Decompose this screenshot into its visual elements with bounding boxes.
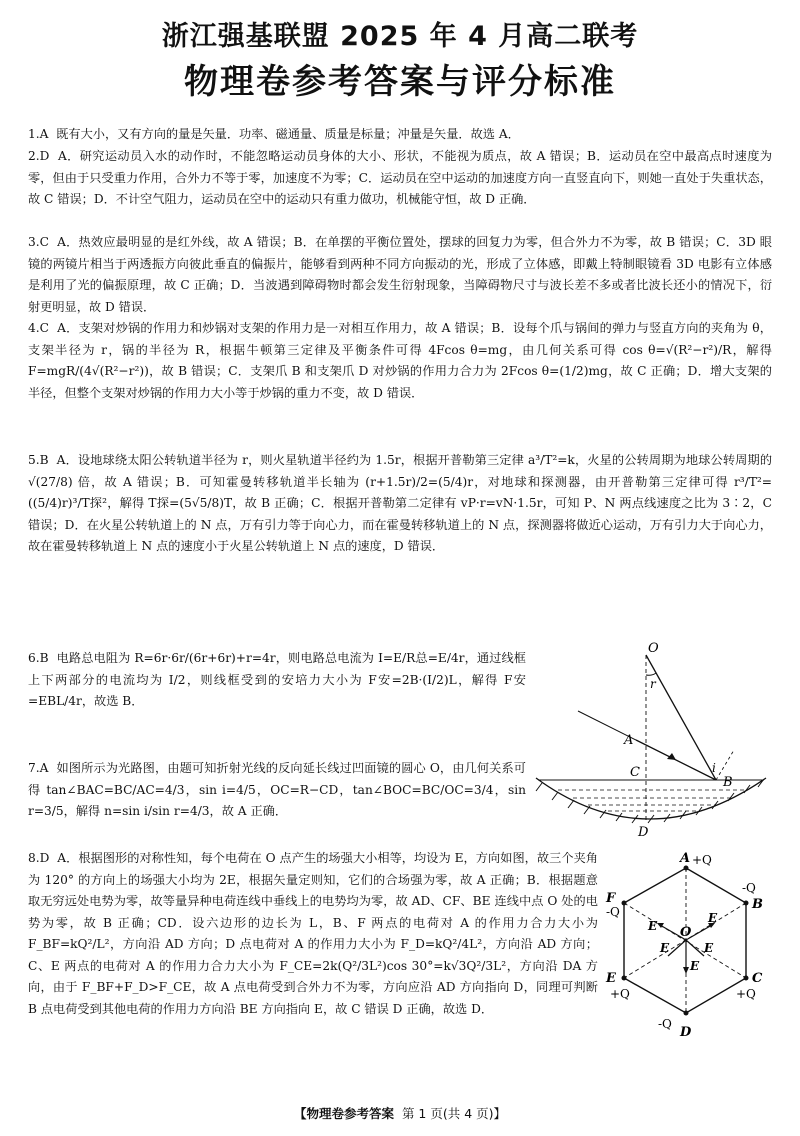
answer-number: 5. [28,453,40,467]
answer-choice: D [39,851,50,865]
vertex-A-label: A [680,851,691,866]
page-title-line1: 浙江强基联盟 2025 年 4 月高二联考 [161,21,639,52]
answer-6 [28,648,526,713]
hexagon-charges-figure [596,848,786,1044]
answer-number: 8. [28,851,40,865]
label-A: A [624,733,634,748]
page-footer [0,1104,800,1122]
vertex-B-charge: -Q [742,881,756,895]
vertex-F-charge: -Q [606,905,620,919]
label-D: D [638,825,649,840]
vertex-D-label: D [680,1025,692,1040]
answer-explanation: 既有大小，又有方向的量是矢量．功率、磁通量、质量是标量；冲量是矢量．故选 A． [56,127,520,141]
answer-choice: D [39,149,50,163]
answer-explanation: A．设地球绕太阳公转轨道半径为 r，则火星轨道半径约为 1.5r，根据开普勒第三定律 a³/T²=k，火星的公转周期为地球公转周期的 √(27/8) 倍，故 A 错误；B．可知霍曼转移轨道半长轴为 (r+1.5r)/2=(5/4)r，对地球和探测器，由开普勒第三定律可得 r³/T²=((5/4)r)³/T探²，解得 T探=(5√5/8)T，故 B 正确；C．根据开普勒第二定律有 vP·r=vN·1.5r，可知 P、N 两点线速度之比为 3∶2，C 错误；D．在火星公转轨道上的 N 点，万有引力等于向心力，而在霍曼转移轨道上的 N 点，探测器将做近心运动，万有引力大于向心力，故在霍曼转移轨道上 N 点的速度小于火星公转轨道上 N 点的速度，D 错误． [28,453,773,553]
center-O-label: O [680,925,692,940]
vertex-F-label: F [606,891,616,906]
field-E-label-3: E [660,941,670,955]
answer-number: 4. [28,321,40,335]
field-E-label-1: E [648,919,658,933]
vertex-C-charge: +Q [736,987,756,1001]
radius-line [646,655,716,780]
vertex-C-label: C [752,971,763,986]
answer-number: 7. [28,761,40,775]
answer-choice: C [39,235,49,249]
answer-explanation: A．支架对炒锅的作用力和炒锅对支架的作用力是一对相互作用力，故 A 错误；B．设每个爪与锅间的弹力与竖直方向的夹角为 θ，支架半径为 r，锅的半径为 R，根据牛顿第三定律及平衡条件可得 4Fcos θ=mg，由几何关系可得 cos θ=√(R²−r²)/R，解得 F=mgR/(4√(R²−r²))，故 B 错误；C．支架爪 B 和支架爪 D 对炒锅的作用力合力为 2Fcos θ=(1/2)mg，故 C 正确；D．增大支架的半径，但整个支架对炒锅的作用力大小等于炒锅的重力不变，故 D 错误． [28,321,772,400]
answer-explanation: A．根据图形的对称性知，每个电荷在 O 点产生的场强大小相等，均设为 E，方向如图，故三个夹角为 120° 的方向上的场强大小均为 2E，根据矢量定则知，它们的合场强为零，故 A 正确；B．根据题意取无穷远处电势为零，故等量异种电荷连线中垂线上的电势均为零，故 AD、CF、BE 连线中点 O 处的电势为零，故 B 正确；CD．设六边形的边长为 L，B、F 两点的电荷对 A 的作用力合力大小为 F_BF=kQ²/L²，方向沿 AD 方向；D 点电荷对 A 的作用力大小为 F_D=kQ²/4L²，方向沿 AD 方向；C、E 两点的电荷对 A 的作用力合力大小为 F_CE=2k(Q²/3L²)cos 30°=k√3Q²/3L²，方向沿 DA 方向，由于 F_BF+F_D>F_CE，故 A 点电荷受到合外力不为零，方向应沿 AD 方向指向 D，同理可判断 B 点电荷受到其他电荷的作用力方向沿 BE 方向指向 E，故 C 错误 D 正确，故选 D． [28,851,598,1016]
vertex-E-charge: +Q [610,987,630,1001]
label-i: i [712,761,716,775]
answer-choice: A [39,761,49,775]
answer-number: 6. [28,651,40,665]
answer-4 [28,318,772,404]
answer-explanation: A．研究运动员入水的动作时，不能忽略运动员身体的大小、形状，不能视为质点，故 A 错误；B．运动员在空中最高点时速度为零，但由于只受重力作用，合外力不等于零，加速度不为零；C．运动员在空中运动的加速度方向一直竖直向下，则她一直处于失重状态，故 C 错误；D．不计空气阻力，运动员在空中的运动只有重力做功，机械能守恒，故 D 正确． [28,149,773,206]
vertex-B-label: B [752,897,763,912]
label-C: C [630,765,640,780]
answer-choice: A [39,127,49,141]
answer-number: 3. [28,235,40,249]
answer-choice: B [39,651,49,665]
footer-doc-name: 【物理卷参考答案 [293,1106,394,1121]
answer-2 [28,146,772,211]
answer-number: 2. [28,149,40,163]
field-E-label-2: E [708,911,718,925]
answer-5 [28,450,772,558]
answer-explanation: 电路总电阻为 R=6r·6r/(6r+6r)+r=4r，则电路总电流为 I=E/R总=E/4r，通过线框上下两部分的电流均为 I/2，则线框受到的安培力大小为 F安=2B·(I/2)L，解得 F安=EBL/4r，故选 B． [28,651,526,708]
label-B: B [723,775,733,790]
page-title-line2: 物理卷参考答案与评分标准 [184,62,616,102]
field-E-label-5: E [690,959,700,973]
label-r: r [650,677,656,691]
answer-8 [28,848,598,1020]
vertex-E-label: E [606,971,616,986]
answer-1 [28,124,772,146]
vertex-D-charge: -Q [658,1017,672,1031]
answer-number: 1. [28,127,40,141]
mirror-lightpath-figure [528,640,778,840]
label-O: O [648,641,659,656]
answer-explanation: 如图所示为光路图，由题可知折射光线的反向延长线过凹面镜的圆心 O，由几何关系可得 tan∠BAC=BC/AC=4/3，sin i=4/5，OC=R−CD，tan∠BOC=BC/OC=3/4，sin r=3/5，解得 n=sin i/sin r=4/3，故 A 正确． [28,761,526,818]
answer-3 [28,232,772,318]
answer-choice: B [39,453,49,467]
footer-page-number: 第 1 页(共 4 页)】 [401,1106,507,1121]
answer-7 [28,758,526,823]
field-E-label-4: E [704,941,714,955]
answer-choice: C [39,321,49,335]
vertex-A-charge: +Q [692,853,712,867]
answer-explanation: A．热效应最明显的是红外线，故 A 错误；B．在单摆的平衡位置处，摆球的回复力为零，但合外力不为零，故 B 错误；C．3D 眼镜的两镜片相当于两透振方向彼此垂直的偏振片，能够看到两种不同方向振动的光，形成了立体感，即戴上特制眼镜看 3D 电影有立体感是利用了光的偏振原理，故 C 正确；D．当波遇到障碍物时都会发生衍射现象，当障碍物尺寸与波长差不多或者比波长还小的情况下，衍射更明显，故 D 错误． [28,235,772,314]
